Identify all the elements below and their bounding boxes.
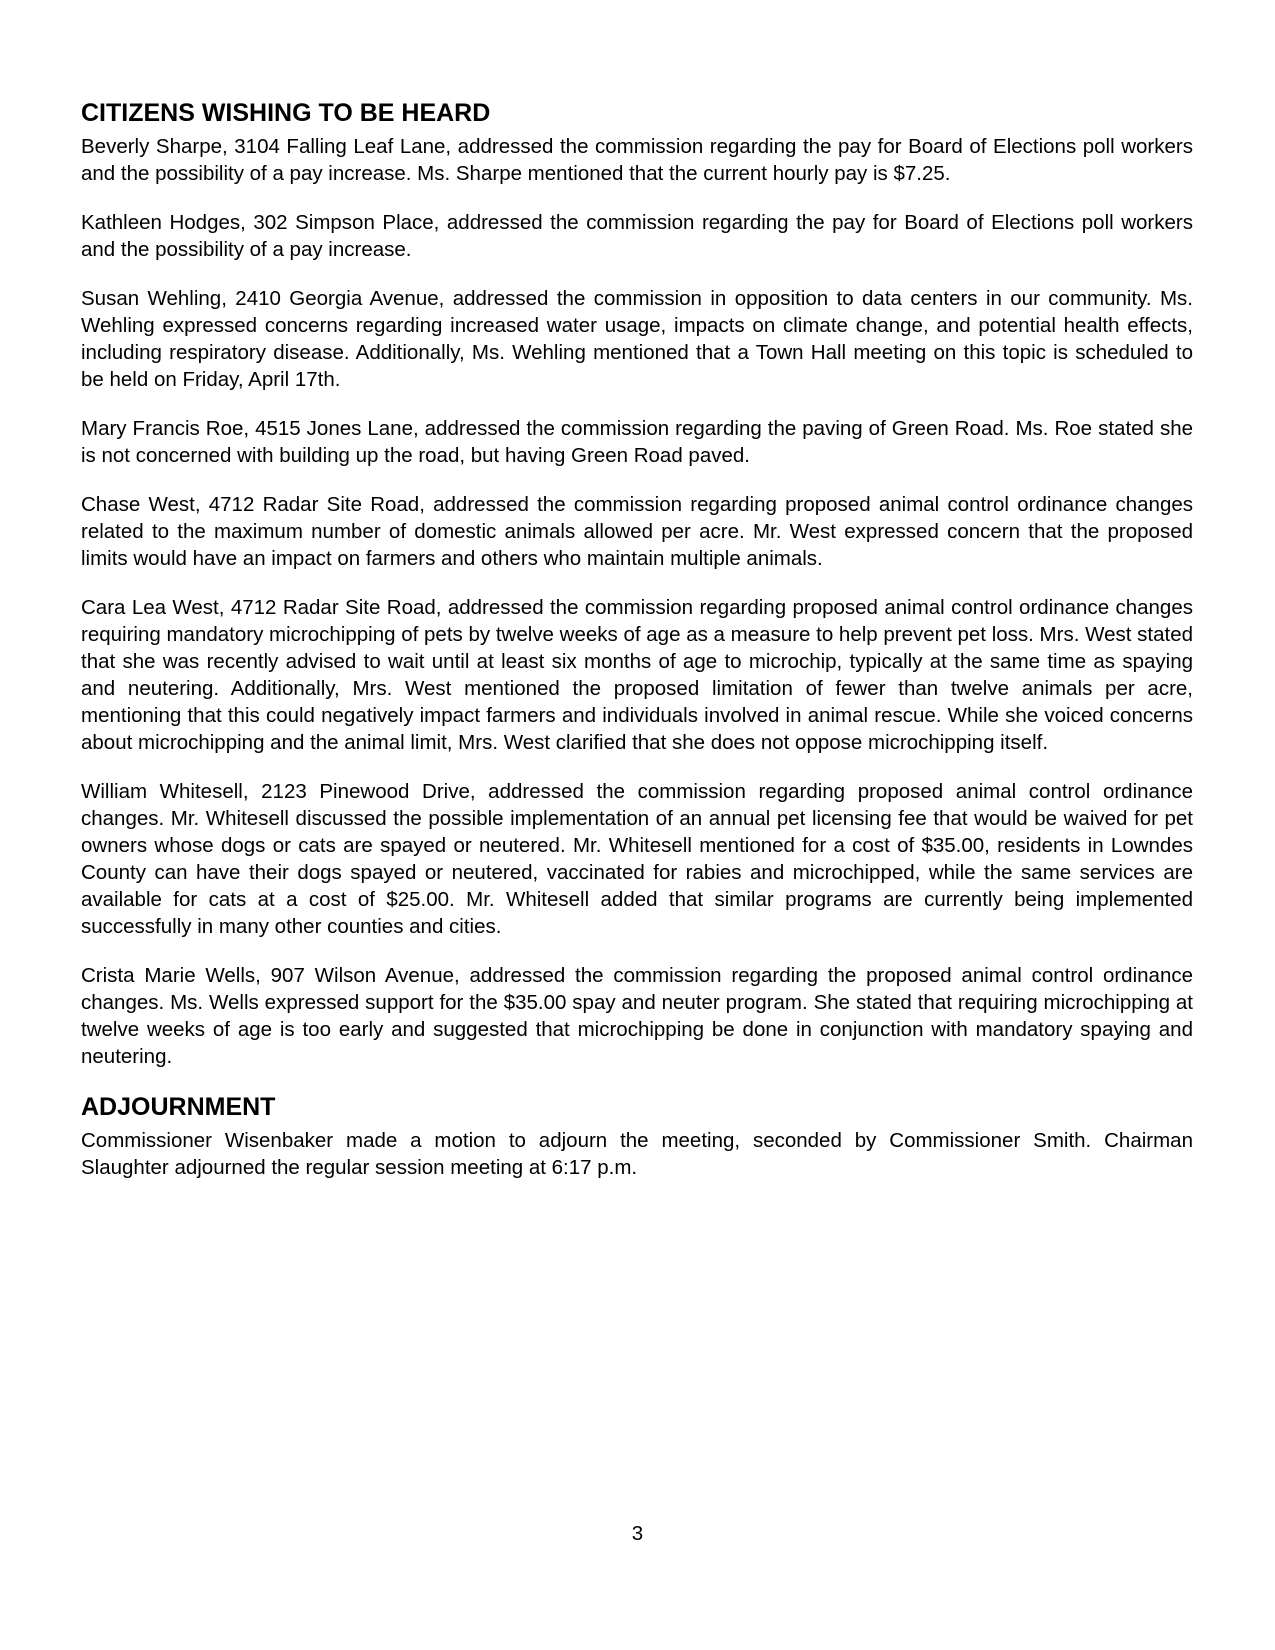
- section-heading-citizens-wishing-to-be-heard: CITIZENS WISHING TO BE HEARD: [81, 99, 491, 127]
- document-content: [81, 98, 1193, 1203]
- paragraph-crista-marie-wells: Crista Marie Wells, 907 Wilson Avenue, addressed the commission regarding the proposed animal control ordinance changes. Ms. Wells expressed support for the $35.00 spay and neuter program. She stated that requiring microchipping at twelve weeks of age is too early and suggested that microchipping be done in conjunction with mandatory spaying and neutering.: [81, 964, 1193, 1068]
- paragraph-adjournment: Commissioner Wisenbaker made a motion to adjourn the meeting, seconded by Commissioner Smith. Chairman Slaughter adjourned the regular session meeting at 6:17 p.m.: [81, 1129, 1193, 1179]
- paragraph-mary-francis-roe: Mary Francis Roe, 4515 Jones Lane, addressed the commission regarding the paving of Green Road. Ms. Roe stated she is not concerned with building up the road, but having Green Road paved.: [81, 417, 1193, 467]
- section-heading-adjournment: ADJOURNMENT: [81, 1093, 276, 1121]
- paragraph-william-whitesell: William Whitesell, 2123 Pinewood Drive, addressed the commission regarding proposed animal control ordinance changes. Mr. Whitesell discussed the possible implementation of an annual pet licensing fee that would be waived for pet owners whose dogs or cats are spayed or neutered. Mr. Whitesell mentioned for a cost of $35.00, residents in Lowndes County can have their dogs spayed or neutered, vaccinated for rabies and microchipped, while the same services are available for cats at a cost of $25.00. Mr. Whitesell added that similar programs are currently being implemented successfully in many other counties and cities.: [81, 780, 1193, 938]
- paragraph-chase-west: Chase West, 4712 Radar Site Road, addressed the commission regarding proposed animal control ordinance changes related to the maximum number of domestic animals allowed per acre. Mr. West expressed concern that the proposed limits would have an impact on farmers and others who maintain multiple animals.: [81, 493, 1193, 570]
- paragraph-susan-wehling: Susan Wehling, 2410 Georgia Avenue, addressed the commission in opposition to data centers in our community. Ms. Wehling expressed concerns regarding increased water usage, impacts on climate change, and potential health effects, including respiratory disease. Additionally, Ms. Wehling mentioned that a Town Hall meeting on this topic is scheduled to be held on Friday, April 17th.: [81, 287, 1193, 391]
- page-number: 3: [631, 1522, 644, 1545]
- paragraph-kathleen-hodges: Kathleen Hodges, 302 Simpson Place, addressed the commission regarding the pay for Board of Elections poll workers and the possibility of a pay increase.: [81, 211, 1193, 261]
- paragraph-cara-lea-west: Cara Lea West, 4712 Radar Site Road, addressed the commission regarding proposed animal control ordinance changes requiring mandatory microchipping of pets by twelve weeks of age as a measure to help prevent pet loss. Mrs. West stated that she was recently advised to wait until at least six months of age to microchip, typically at the same time as spaying and neutering. Additionally, Mrs. West mentioned the proposed limitation of fewer than twelve animals per acre, mentioning that this could negatively impact farmers and individuals involved in animal rescue. While she voiced concerns about microchipping and the animal limit, Mrs. West clarified that she does not oppose microchipping itself.: [81, 596, 1193, 754]
- paragraph-beverly-sharpe: Beverly Sharpe, 3104 Falling Leaf Lane, addressed the commission regarding the pay for Board of Elections poll workers and the possibility of a pay increase. Ms. Sharpe mentioned that the current hourly pay is $7.25.: [81, 135, 1193, 185]
